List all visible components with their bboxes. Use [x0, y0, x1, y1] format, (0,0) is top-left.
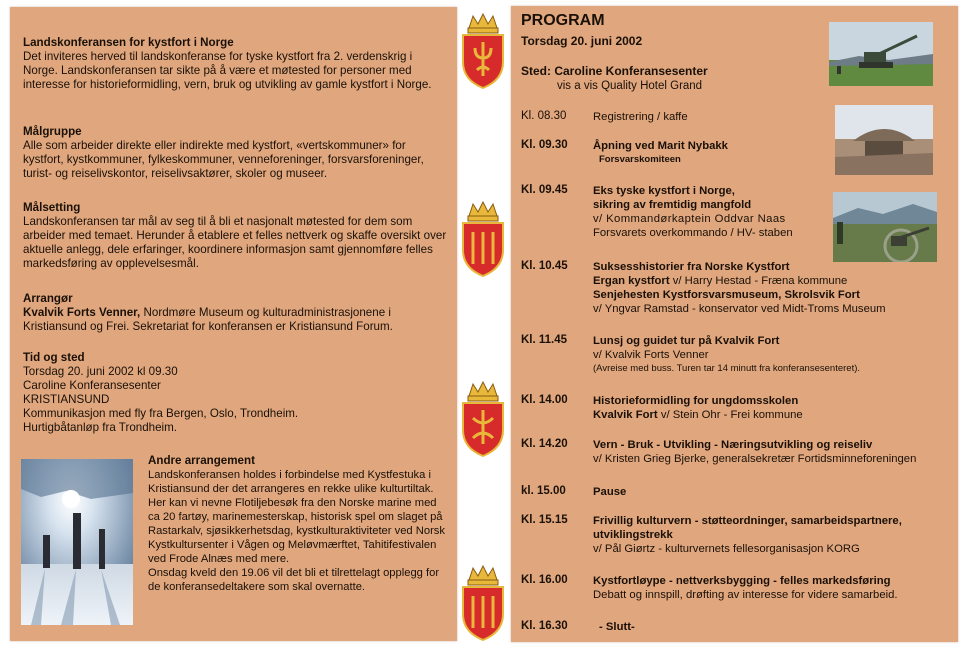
schedule-time: Kl. 11.45 — [521, 334, 568, 346]
schedule-time: Kl. 08.30 — [521, 110, 567, 122]
arrangor-text — [23, 306, 448, 334]
coast-gun-photo-graphic — [833, 192, 937, 262]
schedule-line: v/ Stein Ohr - Frei kommune — [660, 409, 803, 421]
schedule-desc — [593, 514, 943, 556]
schedule-line: v/ Pål Giørtz - kulturvernets fellesorganisasjon KORG — [593, 543, 860, 555]
snow-photo-graphic — [21, 459, 133, 625]
schedule-line: Kystfortløype - nettverksbygging - felles markedsføring — [593, 575, 891, 587]
intro-section — [23, 36, 448, 92]
arrangor-bold: Kvalvik Forts Venner, — [23, 306, 141, 319]
crest-icon — [459, 564, 507, 644]
schedule-line: Vern - Bruk - Utvikling - Næringsutvikling og reiseliv — [593, 439, 873, 451]
schedule-line: v/ Kristen Grieg Bjerke, generalsekretær Fortidsminneforeningen — [593, 453, 917, 465]
schedule-line: Lunsj og guidet tur på Kvalvik Fort — [593, 335, 780, 347]
schedule-line: Suksesshistorier fra Norske Kystfort — [593, 261, 790, 273]
schedule-desc — [593, 620, 949, 634]
crest-icon — [459, 380, 507, 460]
schedule-line: Frivillig kulturvern - støtteordninger, samarbeidspartnere, — [593, 515, 902, 527]
malsetting-section — [23, 201, 448, 271]
cannon-photo-graphic — [829, 22, 933, 86]
schedule-time: Kl. 14.20 — [521, 438, 568, 450]
schedule-line: Debatt og innspill, drøfting av interesse for videre samarbeid. — [593, 589, 898, 601]
schedule-time: kl. 15.00 — [521, 485, 566, 497]
schedule-line: Åpning ved Marit Nybakk — [593, 140, 728, 152]
program-venue: Sted: Caroline Konferansesenter — [521, 64, 708, 78]
schedule-line: (Avreise med buss. Turen tar 14 minutt fra konferansesenteret). — [593, 363, 861, 374]
schedule-desc — [593, 139, 943, 167]
arrangor-title: Arrangør — [23, 292, 73, 305]
malgruppe-title: Målgruppe — [23, 125, 82, 138]
tid-title: Tid og sted — [23, 351, 85, 364]
schedule-desc — [593, 394, 943, 422]
left-page — [10, 7, 457, 641]
schedule-line: Forsvarskomiteen — [599, 154, 681, 165]
schedule-time: Kl. 10.45 — [521, 260, 568, 272]
tid-line: Kommunikasjon med fly fra Bergen, Oslo, Trondheim. — [23, 407, 299, 420]
schedule-line: Eks tyske kystfort i Norge, — [593, 185, 735, 197]
schedule-line: Ergan kystfort — [593, 275, 670, 287]
schedule-desc — [593, 260, 943, 316]
crest-icon — [459, 200, 507, 280]
andre-title: Andre arrangement — [148, 454, 255, 467]
schedule-desc — [593, 110, 943, 124]
schedule-time: Kl. 09.45 — [521, 184, 568, 196]
malsetting-title: Målsetting — [23, 201, 81, 214]
schedule-time: Kl. 15.15 — [521, 514, 568, 526]
malgruppe-section — [23, 125, 448, 181]
tid-line: KRISTIANSUND — [23, 393, 110, 406]
schedule-line: Pause — [593, 486, 627, 498]
schedule-line: v/ Kvalvik Forts Venner — [593, 349, 709, 361]
schedule-desc — [593, 485, 943, 499]
schedule-line: v/ Harry Hestad - Fræna kommune — [672, 275, 848, 287]
andre-section — [148, 454, 450, 594]
schedule-line: utviklingstrekk — [593, 529, 673, 541]
schedule-line: - Slutt- — [599, 621, 635, 633]
program-date: Torsdag 20. juni 2002 — [521, 34, 643, 48]
coast-gun-photo — [833, 192, 937, 262]
andre-text: Landskonferansen holdes i forbindelse med Kystfestuka i Kristiansund der det arrangeres en rekke ulike kulturtiltak. Her kan vi nevne Flotiljebesøk fra den Norske marine med ca 20 fartøy, marinemesterskap, historisk spel om slaget på Rastarkalv, sjøsikkerhetsdag, kystkulturaktiviteter ved Norsk Kystkultursenter i Vågen og Meløvmærftet, Tahitifestivalen ved Frode Alnæs med mere. — [148, 469, 445, 565]
program-venue-sub: vis a vis Quality Hotel Grand — [557, 80, 703, 92]
schedule-line: sikring av fremtidig mangfold — [593, 199, 752, 211]
schedule-time: Kl. 09.30 — [521, 139, 568, 151]
schedule-desc — [593, 334, 943, 376]
arrangor-section — [23, 292, 448, 334]
malsetting-text: Landskonferansen tar mål av seg til å bli et nasjonalt møtested for dem som arbeider med temaet. Herunder å etablere et felles nettverk og skaffe oversikt over aktuelle anlegg, dele erfaringer, koordinere informasjon samt gjennomføre felles markedsføring av opplevelsesmål. — [23, 215, 447, 270]
schedule-time: Kl. 16.00 — [521, 574, 568, 586]
schedule-line: Forsvarets overkommando / HV- staben — [593, 227, 793, 239]
tid-line: Torsdag 20. juni 2002 kl 09.30 — [23, 365, 178, 378]
schedule-line: Registrering / kaffe — [593, 111, 688, 123]
schedule-time: Kl. 14.00 — [521, 394, 568, 406]
malgruppe-text: Alle som arbeider direkte eller indirekte med kystfort, «vertskommuner» for kystfort, kystkommuner, fylkeskommuner, venneforeninger, forsvarsforeninger, turist- og reiselivskontor, reiselivsaktører, skoler og museer. — [23, 139, 424, 180]
tid-line: Hurtigbåtanløp fra Trondheim. — [23, 421, 178, 434]
schedule-time: Kl. 16.30 — [521, 620, 568, 632]
cannon-photo — [829, 22, 933, 86]
andre-text-2: Onsdag kveld den 19.06 vil det bli et tilrettelagt opplegg for de konferansedeltakere som skal overnatte. — [148, 567, 440, 593]
tid-section — [23, 351, 448, 435]
schedule-line: v/ Yngvar Ramstad - konservator ved Midt-Troms Museum — [593, 303, 886, 315]
program-title: PROGRAM — [521, 12, 605, 29]
arrangor-rest: Nordmøre Museum og kulturadministrasjonene i Kristiansund og Frei. Sekretariat for konferansen er Kristiansund Forum. — [23, 306, 393, 333]
intro-title: Landskonferansen for kystfort i Norge — [23, 36, 234, 49]
crest-icon — [459, 12, 507, 92]
schedule-line: Historieformidling for ungdomsskolen — [593, 395, 799, 407]
schedule-line: v/ Kommandørkaptein Oddvar Naas — [593, 213, 786, 225]
schedule-desc — [593, 438, 943, 466]
schedule-line: Kvalvik Fort — [593, 409, 658, 421]
snow-photo — [21, 459, 133, 625]
schedule-desc — [593, 574, 943, 602]
intro-text: Det inviteres herved til landskonferanse for tyske kystfort fra 2. verdenskrig i Norge. Landskonferansen tar sikte på å være et møtested for personer med interesse for historieformidling, vern, bruk og utvikling av gamle kystfort i Norge. — [23, 50, 432, 91]
schedule-line: Senjehesten Kystforsvarsmuseum, Skrolsvik Fort — [593, 289, 860, 301]
right-page — [511, 6, 958, 642]
schedule-desc — [593, 184, 829, 240]
tid-line: Caroline Konferansesenter — [23, 379, 161, 392]
